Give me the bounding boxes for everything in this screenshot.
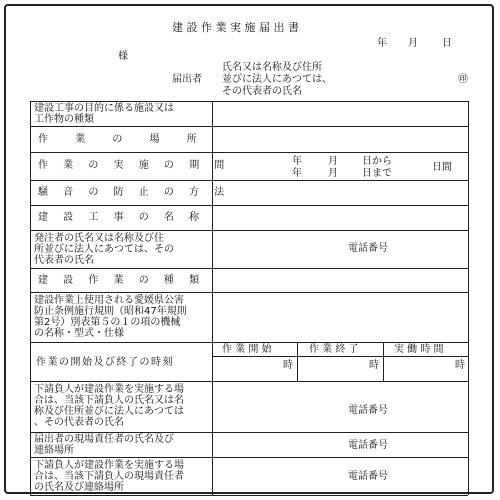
time-header-actual: 実 働 時 間 (394, 344, 444, 355)
noise-prevention-label: 騒 音 の 防 止 の 方 法 (38, 187, 231, 198)
row-divider (30, 268, 468, 269)
date-day-label: 日 (442, 38, 452, 49)
sub-manager-label-line2: 合は、当該下請負人の現場責任者 (34, 471, 184, 482)
applicant-note-line2: 並びに法人にあつては、 (222, 74, 332, 85)
machine-label-line4: の名称・型式・仕様 (34, 328, 124, 339)
period-month-1: 月 (328, 156, 338, 167)
time-unit-start: 時 (283, 360, 293, 371)
row-divider (30, 292, 468, 293)
seal-mark: ㊞ (458, 74, 468, 85)
time-column-divider (383, 342, 384, 381)
row-divider (30, 432, 468, 433)
sub-manager-phone-label: 電話番号 (348, 471, 388, 482)
row-divider (30, 495, 468, 496)
row-divider (30, 457, 468, 458)
table-left-border (30, 101, 31, 495)
time-label: 作業の開始及び終了の時刻 (36, 357, 174, 368)
date-month-label: 月 (408, 38, 418, 49)
orderer-label-line2: 所並びに法人にあつては、その (34, 244, 174, 255)
applicant-label: 届出者 (172, 74, 202, 85)
subcontractor-label-line2: 合は、当該下請負人の氏名又は名 (34, 395, 184, 406)
work-type-label: 建 設 作 業 の 種 類 (38, 275, 206, 286)
sub-manager-label-line1: 下請負人が建設作業を実施する場 (34, 460, 184, 471)
sub-manager-label-line3: の氏名及び連絡場所 (34, 482, 124, 493)
row-divider (30, 342, 468, 343)
period-year-1: 年 (292, 156, 302, 167)
project-name-label: 建 設 工 事 の 名 称 (38, 212, 206, 223)
row-divider (30, 126, 468, 127)
subcontractor-label-line3: 称及び住所並びに法人にあつては (34, 406, 184, 417)
place-label: 作 業 の 場 所 (38, 134, 209, 145)
table-right-border (468, 101, 469, 495)
period-from: 日から (362, 156, 392, 167)
manager-phone-label: 電話番号 (348, 440, 388, 451)
period-until: 日まで (362, 168, 392, 179)
orderer-phone-label: 電話番号 (348, 243, 388, 254)
row-divider (30, 381, 468, 382)
manager-label-line1: 届出者の現場責任者の氏名及び (34, 434, 174, 445)
period-month-2: 月 (328, 168, 338, 179)
orderer-label-line3: 代表者の氏名 (34, 255, 94, 266)
facility-label-line1: 建設工事の目的に係る施設又は (34, 103, 174, 114)
row-divider (30, 152, 468, 153)
facility-label-line2: 工作物の種類 (34, 114, 94, 125)
machine-label-line3: 第2号）別表第５の１の項の機械 (34, 317, 181, 328)
subcontractor-phone-label: 電話番号 (348, 405, 388, 416)
subcontractor-label-line4: 、その代表者の氏名 (34, 417, 124, 428)
row-divider (30, 205, 468, 206)
machine-label-line2: 防止条例施行規則（昭和47年規則 (34, 306, 187, 317)
period-year-2: 年 (292, 168, 302, 179)
manager-label-line2: 連絡場所 (34, 445, 74, 456)
date-year-label: 年 (377, 38, 387, 49)
time-column-divider (297, 342, 298, 381)
time-unit-actual: 時 (455, 360, 465, 371)
period-label: 作 業 の 実 施 の 期 間 (38, 160, 231, 171)
time-header-divider (212, 356, 468, 357)
period-days: 日間 (432, 162, 452, 173)
time-header-end: 作 業 終 了 (309, 344, 359, 355)
form-title: 建 設 作 業 実 施 届 出 書 (172, 21, 299, 34)
applicant-note-line3: その代表者の氏名 (222, 86, 302, 97)
applicant-note-line1: 氏名又は名称及び住所 (222, 62, 322, 73)
addressee-suffix: 様 (118, 51, 128, 62)
row-divider (30, 180, 468, 181)
time-unit-end: 時 (369, 360, 379, 371)
subcontractor-label-line1: 下請負人が建設作業を実施する場 (34, 384, 184, 395)
row-divider (30, 230, 468, 231)
row-divider (30, 101, 468, 102)
machine-label-line1: 建設作業上使用される愛媛県公害 (34, 295, 184, 306)
time-header-start: 作 業 開 始 (222, 344, 272, 355)
orderer-label-line1: 発注者の氏名又は名称及び住 (34, 233, 164, 244)
